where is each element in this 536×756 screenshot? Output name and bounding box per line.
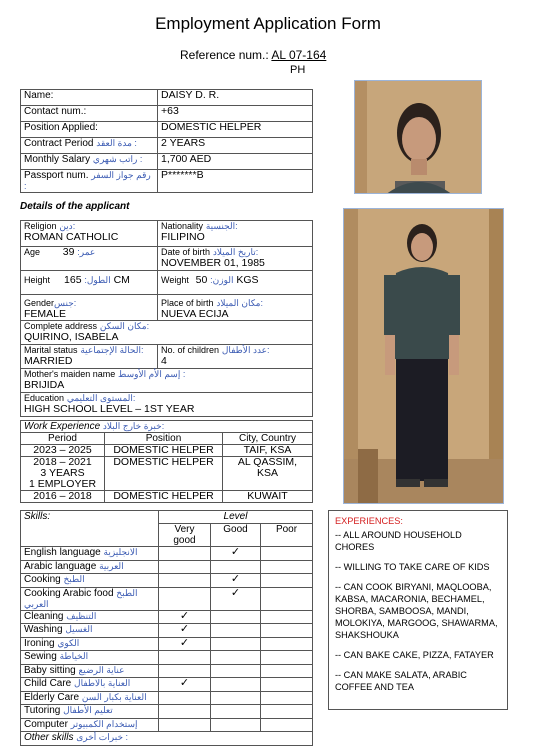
skill-row: [21, 664, 313, 678]
marital-cell: Marital status الحالة الإجتماعية: MARRIED: [21, 345, 158, 369]
info-value: DAISY D. R.: [158, 90, 313, 106]
info-row: [21, 106, 313, 122]
info-label: Monthly Salary راتب شهري :: [21, 154, 158, 170]
skill-label: English language الانجليزية: [21, 547, 159, 561]
page-title: Employment Application Form: [155, 14, 381, 33]
skill-label: Ironing الكوي: [21, 637, 159, 651]
experience-item: -- CAN COOK BIRYANI, MAQLOOBA, KABSA, MACARONIA, BECHAMEL, SHORBA, SAMBOOSA, MANDI, MOLOKIYA, MARGOOG, SHAWARMA, SHAKSHOUKA: [335, 582, 498, 640]
details-table: [20, 220, 313, 417]
education-value: HIGH SCHOOL LEVEL – 1ST YEAR: [24, 403, 195, 415]
dob-value: NOVEMBER 01, 1985: [161, 257, 265, 269]
reference-number: [180, 48, 326, 62]
col-good: Good: [211, 524, 261, 547]
skill-row: [21, 651, 313, 665]
work-row-2-city: AL QASSIM, KSA: [223, 457, 313, 491]
skill-level-cell: [159, 705, 211, 719]
experiences-heading: EXPERIENCES:: [335, 516, 403, 526]
skill-level-cell: [159, 560, 211, 574]
info-row: [21, 122, 313, 138]
skills-table: [20, 510, 313, 746]
skills-heading: Skills:: [21, 511, 159, 547]
skill-level-cell: [261, 637, 313, 651]
reference-label: Reference num.:: [180, 48, 269, 62]
full-body-image: [344, 209, 504, 504]
pob-value: NUEVA ECIJA: [161, 308, 229, 320]
info-value: DOMESTIC HELPER: [158, 122, 313, 138]
skill-label: Baby sitting عناية الرضيع: [21, 664, 159, 678]
info-row: [21, 170, 313, 193]
info-label: Name:: [21, 90, 158, 106]
marital-value: MARRIED: [24, 355, 73, 367]
age-value: 39: [62, 246, 75, 258]
address-value: QUIRINO, ISABELA: [24, 331, 119, 343]
info-value: 2 YEARS: [158, 138, 313, 154]
skill-label: Sewing الخياطة: [21, 651, 159, 665]
check-icon: ✓: [159, 624, 211, 638]
skill-level-cell: [261, 651, 313, 665]
experience-item: -- CAN MAKE SALATA, ARABIC COFFEE AND TEA: [335, 670, 467, 692]
mother-value: BRIJIDA: [24, 379, 65, 391]
skill-row: [21, 637, 313, 651]
experience-item: -- WILLING TO TAKE CARE OF KIDS: [335, 562, 490, 572]
check-icon: ✓: [211, 547, 261, 561]
skill-row: [21, 691, 313, 705]
skill-level-cell: [211, 651, 261, 665]
skill-level-cell: [261, 718, 313, 732]
experiences-box: [328, 510, 508, 710]
info-label: Position Applied:: [21, 122, 158, 138]
full-body-photo: [343, 208, 504, 504]
skill-level-cell: [261, 610, 313, 624]
height-value: 165 CM: [64, 274, 130, 286]
skill-level-cell: [159, 691, 211, 705]
col-position: Position: [105, 433, 223, 445]
work-row-3-position: DOMESTIC HELPER: [105, 491, 223, 503]
skill-level-cell: [261, 574, 313, 588]
col-period: Period: [21, 433, 105, 445]
work-row-2-period: 2018 – 2021 3 YEARS 1 EMPLOYER: [21, 457, 105, 491]
info-value: +63: [158, 106, 313, 122]
info-row: [21, 154, 313, 170]
nationality-value: FILIPINO: [161, 231, 205, 243]
work-row-2-years: 3 YEARS: [40, 467, 85, 479]
skill-level-cell: [211, 691, 261, 705]
skill-level-cell: [159, 651, 211, 665]
dob-cell: Date of birth تاريخ الميلاد: NOVEMBER 01, 1985: [158, 247, 313, 271]
skill-label: Cleaning التنظيف: [21, 610, 159, 624]
details-heading: Details of the applicant: [20, 201, 130, 212]
skill-level-cell: [159, 574, 211, 588]
skill-level-cell: [261, 705, 313, 719]
education-cell: Education المستوى التعليمي: HIGH SCHOOL LEVEL – 1ST YEAR: [21, 393, 313, 417]
portrait-image: [355, 81, 482, 194]
portrait-photo: [354, 80, 482, 194]
work-row-3-city: KUWAIT: [223, 491, 313, 503]
gender-cell: Genderجنس: FEMALE: [21, 295, 158, 321]
children-value: 4: [161, 355, 167, 367]
skill-level-cell: [211, 705, 261, 719]
skill-row: [21, 547, 313, 561]
skill-row: [21, 624, 313, 638]
check-icon: ✓: [159, 610, 211, 624]
skill-level-cell: [261, 587, 313, 610]
skill-label: Tutoring تعليم الأطفال: [21, 705, 159, 719]
skill-row: [21, 560, 313, 574]
info-row: [21, 138, 313, 154]
skill-level-cell: [211, 718, 261, 732]
info-label: Contact num.:: [21, 106, 158, 122]
work-experience-table: [20, 420, 313, 503]
level-heading: Level: [159, 511, 313, 524]
age-cell: Age عمر: 39: [21, 247, 158, 271]
mother-cell: Mother's maiden name إسم الأم الأوسط : BRIJIDA: [21, 369, 313, 393]
col-poor: Poor: [261, 524, 313, 547]
work-row-2-position: DOMESTIC HELPER: [105, 457, 223, 491]
pob-cell: Place of birth مكان الميلاد: NUEVA ECIJA: [158, 295, 313, 321]
skill-level-cell: [261, 664, 313, 678]
basic-info-table: [20, 89, 313, 193]
skill-label: Elderly Care العناية بكبار السن: [21, 691, 159, 705]
skill-level-cell: [211, 560, 261, 574]
weight-cell: Weight الوزن: 50 KGS: [158, 271, 313, 295]
check-icon: ✓: [159, 637, 211, 651]
skill-label: Washing الغسيل: [21, 624, 159, 638]
work-row-1-period: 2023 – 2025: [21, 445, 105, 457]
experience-item: -- ALL AROUND HOUSEHOLD CHORES: [335, 530, 462, 552]
check-icon: ✓: [211, 587, 261, 610]
skill-level-cell: [261, 691, 313, 705]
info-label: Passport num. رقم جواز السفر :: [21, 170, 158, 193]
skill-label: Computer إستخدام الكمبيوتر: [21, 718, 159, 732]
skill-level-cell: [261, 547, 313, 561]
skill-row: [21, 574, 313, 588]
skill-level-cell: [261, 678, 313, 692]
other-skills: Other skills خبرات أخرى :: [21, 732, 313, 746]
skill-level-cell: [211, 624, 261, 638]
reference-value: AL 07-164: [271, 48, 327, 62]
skill-level-cell: [211, 610, 261, 624]
skill-level-cell: [159, 547, 211, 561]
skill-level-cell: [159, 587, 211, 610]
work-row-3-period: 2016 – 2018: [21, 491, 105, 503]
check-icon: ✓: [211, 574, 261, 588]
experience-item: -- CAN BAKE CAKE, PIZZA, FATAYER: [335, 650, 494, 660]
skill-level-cell: [211, 664, 261, 678]
skill-label: Cooking الطبخ: [21, 574, 159, 588]
skill-row: [21, 587, 313, 610]
info-label: Contract Period مدة العقد :: [21, 138, 158, 154]
info-row: [21, 90, 313, 106]
skill-level-cell: [211, 637, 261, 651]
skill-level-cell: [159, 664, 211, 678]
work-row-2-employer: 1 EMPLOYER: [28, 478, 97, 490]
col-very-good: Very good: [159, 524, 211, 547]
skill-level-cell: [261, 624, 313, 638]
work-row-1-city: TAIF, KSA: [223, 445, 313, 457]
skill-level-cell: [261, 560, 313, 574]
info-value: 1,700 AED: [158, 154, 313, 170]
skill-row: [21, 678, 313, 692]
check-icon: ✓: [159, 678, 211, 692]
height-cell: Height الطول: 165 CM: [21, 271, 158, 295]
skill-label: Arabic language العربية: [21, 560, 159, 574]
country-code: PH: [290, 64, 306, 76]
info-value: P*******B: [158, 170, 313, 193]
skill-row: [21, 610, 313, 624]
work-row-1-position: DOMESTIC HELPER: [105, 445, 223, 457]
skill-label: Cooking Arabic food الطبخ العربي: [21, 587, 159, 610]
religion-value: ROMAN CATHOLIC: [24, 231, 119, 243]
gender-value: FEMALE: [24, 308, 67, 320]
weight-value: 50 KGS: [195, 274, 259, 286]
address-cell: Complete address مكان السكن: QUIRINO, ISABELA: [21, 321, 313, 345]
work-heading: Work Experience خبرة خارج البلاد:: [21, 421, 313, 433]
skill-label: Child Care العناية بالاطفال: [21, 678, 159, 692]
nationality-cell: Nationality الجنسية: FILIPINO: [158, 221, 313, 247]
col-city: City, Country: [223, 433, 313, 445]
skill-level-cell: [211, 678, 261, 692]
skill-row: [21, 705, 313, 719]
skill-level-cell: [159, 718, 211, 732]
religion-cell: Religion دين: ROMAN CATHOLIC: [21, 221, 158, 247]
skill-row: [21, 718, 313, 732]
children-cell: No. of children عدد الأطفال: 4: [158, 345, 313, 369]
